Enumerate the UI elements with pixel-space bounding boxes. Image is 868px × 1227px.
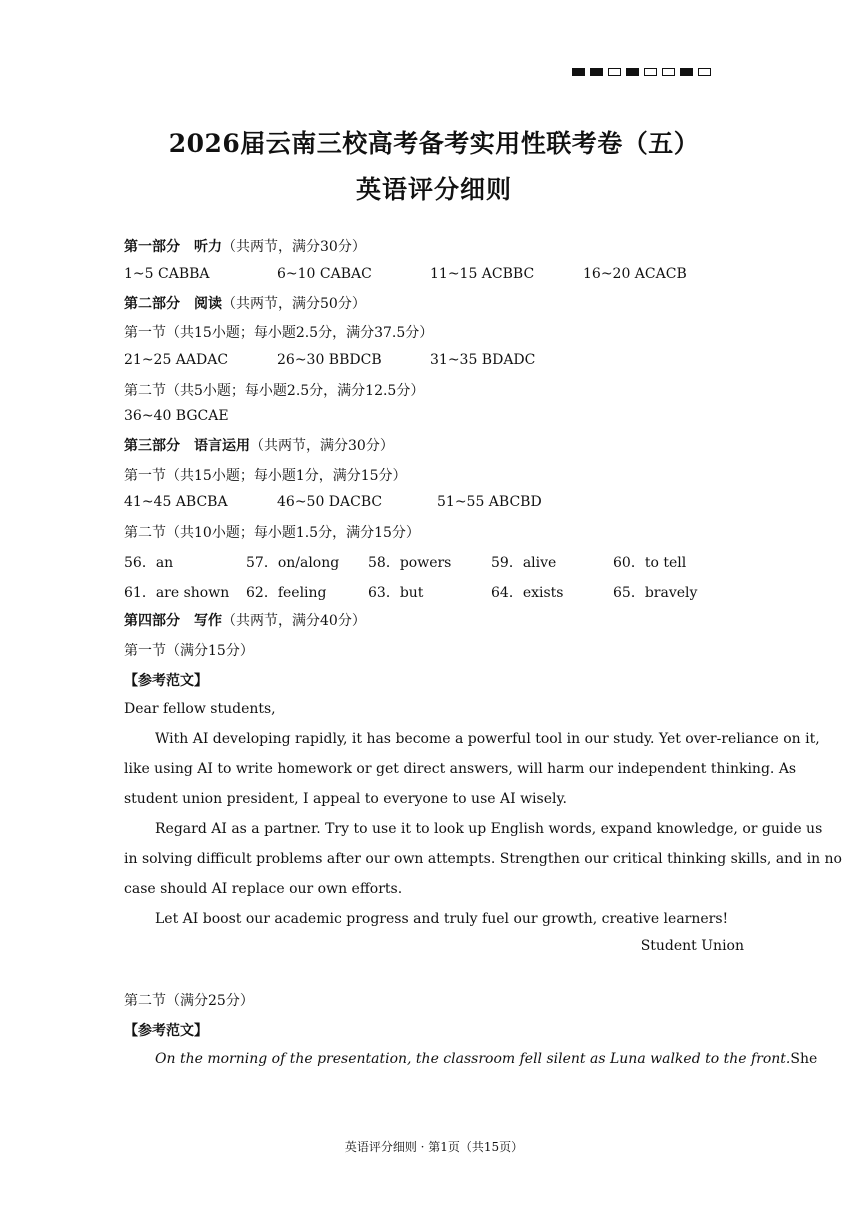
essay-line: With AI developing rapidly, it has become a powerful tool in our study. Yet over-reliance on it, [155, 731, 820, 747]
essay-line: like using AI to write homework or get direct answers, will harm our independent thinking. As [124, 761, 797, 777]
fill-answer: 64．exists [491, 585, 564, 601]
fill-answer: 63．but [368, 585, 424, 601]
part3-label: 第三部分 语言运用 [124, 438, 250, 454]
header-mark [608, 68, 621, 76]
answer-group: 51~55 ABCBD [437, 494, 542, 510]
header-mark [698, 68, 711, 76]
answer-group: 36~40 BGCAE [124, 408, 229, 424]
answer-group: 21~25 AADAC [124, 352, 229, 368]
fill-answer: 61．are shown [124, 585, 230, 601]
part2-label: 第二部分 阅读 [124, 296, 222, 312]
document-subtitle: 英语评分细则 [355, 175, 512, 204]
header-mark [644, 68, 657, 76]
part2-section2: 第二节（共5小题；每小题2.5分，满分12.5分） [124, 383, 425, 399]
part1-note: （共两节，满分30分） [222, 239, 366, 255]
sample-essay-label: 【参考范文】 [124, 673, 208, 689]
part2-note: （共两节，满分50分） [222, 296, 366, 312]
essay-line: Regard AI as a partner. Try to use it to look up English words, expand knowledge, or guide us [155, 821, 823, 837]
part2-section1: 第一节（共15小题；每小题2.5分，满分37.5分） [124, 325, 434, 341]
fill-answer: 65．bravely [613, 585, 698, 601]
fill-answer: 62．feeling [246, 585, 327, 601]
fill-answer: 57．on/along [246, 555, 340, 571]
part1-label: 第一部分 听力 [124, 239, 222, 255]
part3-section1: 第一节（共15小题；每小题1分，满分15分） [124, 468, 407, 484]
part4-label: 第四部分 写作 [124, 613, 222, 629]
answer-group: 46~50 DACBC [277, 494, 383, 510]
header-mark [590, 68, 603, 76]
part4-section2: 第二节（满分25分） [124, 993, 254, 1009]
answer-group: 41~45 ABCBA [124, 494, 228, 510]
answer-group: 26~30 BBDCB [277, 352, 382, 368]
essay-line: case should AI replace our own efforts. [124, 881, 403, 897]
answer-group: 11~15 ACBBC [430, 266, 535, 282]
document-title: 2026届云南三校高考备考实用性联考卷（五） [168, 129, 700, 158]
essay-line: in solving difficult problems after our own attempts. Strengthen our critical thinking skills, and in no [124, 851, 842, 867]
answer-group: 16~20 ACACB [583, 266, 687, 282]
part1-heading [124, 236, 366, 256]
fill-answer: 59．alive [491, 555, 557, 571]
essay-line-end: She [790, 1051, 818, 1067]
sample-essay-2 [124, 1044, 818, 1074]
page-footer: 英语评分细则 · 第1页（共15页） [344, 1140, 524, 1154]
fill-answer: 56．an [124, 555, 174, 571]
answer-group: 1~5 CABBA [124, 266, 210, 282]
essay-line: Let AI boost our academic progress and truly fuel our growth, creative learners! [155, 911, 729, 927]
header-mark [572, 68, 585, 76]
header-mark [626, 68, 639, 76]
salutation: Dear fellow students, [124, 701, 276, 717]
sample-essay-label-2: 【参考范文】 [124, 1023, 208, 1039]
header-mark [680, 68, 693, 76]
essay-line: student union president, I appeal to everyone to use AI wisely. [124, 791, 567, 807]
sample-essay-1 [124, 694, 842, 934]
fill-answer: 60．to tell [613, 555, 687, 571]
part3-note: （共两节，满分30分） [250, 438, 394, 454]
header-marks [572, 68, 711, 76]
part4-note: （共两节，满分40分） [222, 613, 366, 629]
fill-answer: 58．powers [368, 555, 452, 571]
essay-line-start: On the morning of the presentation, the classroom fell silent as Luna walked to the front. [155, 1051, 791, 1067]
answer-group: 6~10 CABAC [277, 266, 372, 282]
part3-heading [124, 435, 394, 455]
part3-section2: 第二节（共10小题；每小题1.5分，满分15分） [124, 525, 420, 541]
header-mark [662, 68, 675, 76]
part2-heading [124, 293, 366, 313]
signature: Student Union [640, 938, 744, 954]
essay-line [124, 1044, 818, 1074]
part4-section1: 第一节（满分15分） [124, 643, 254, 659]
answer-group: 31~35 BDADC [430, 352, 536, 368]
part4-heading [124, 610, 366, 630]
